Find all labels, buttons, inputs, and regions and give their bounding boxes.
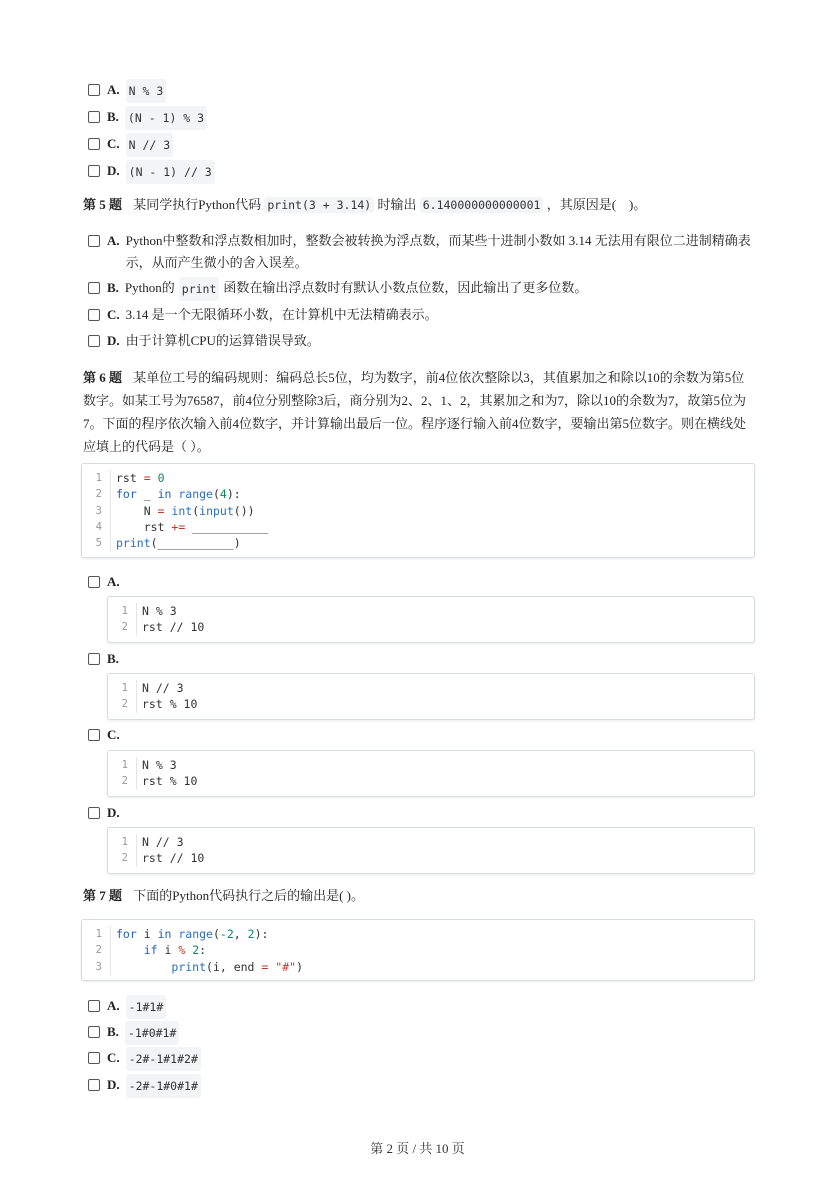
checkbox[interactable] xyxy=(88,1052,100,1064)
checkbox[interactable] xyxy=(88,84,100,96)
question-7-stem: 第 7 题 下面的Python代码执行之后的输出是( )。 xyxy=(83,888,365,903)
q6-option-d-code: 1 N // 3 2 rst // 10 xyxy=(107,827,755,874)
q6-option-c-code: 1 N % 3 2 rst % 10 xyxy=(107,750,755,797)
q5-option-b[interactable]: B. Python的 print 函数在输出浮点数时有默认小数点位数，因此输出了更多位数。 xyxy=(88,277,587,301)
q6-option-d[interactable]: D. xyxy=(88,802,126,824)
code-line: 3 print(i, end = "#") xyxy=(82,959,754,975)
q7-option-b[interactable]: B. -1#0#1# xyxy=(88,1021,179,1045)
q5-option-a[interactable]: A. Python中整数和浮点数相加时，整数会被转换为浮点数，而某些十进制小数如 3.14 无法用有限位二进制精确表示，从而产生微小的舍入误差。 xyxy=(88,230,766,274)
checkbox[interactable] xyxy=(88,1026,100,1038)
q5-option-d[interactable]: D. 由于计算机CPU的运算错误导致。 xyxy=(88,330,320,352)
option-b[interactable]: B. (N - 1) % 3 xyxy=(88,106,207,130)
code-line: 4 rst += ___________ xyxy=(82,519,754,535)
q6-option-a-code: 1 N % 3 2 rst // 10 xyxy=(107,596,755,643)
code-line: 2 if i % 2: xyxy=(82,942,754,958)
checkbox[interactable] xyxy=(88,576,100,588)
q6-option-a[interactable]: A. xyxy=(88,571,126,593)
checkbox[interactable] xyxy=(88,111,100,123)
q7-option-c[interactable]: C. -2#-1#1#2# xyxy=(88,1047,201,1071)
code-line: 1 rst = 0 xyxy=(82,470,754,486)
q6-option-b-code: 1 N // 3 2 rst % 10 xyxy=(107,673,755,720)
option-a[interactable]: A. N % 3 xyxy=(88,79,166,103)
checkbox[interactable] xyxy=(88,807,100,819)
checkbox[interactable] xyxy=(88,138,100,150)
option-d[interactable]: D. (N - 1) // 3 xyxy=(88,160,215,184)
checkbox[interactable] xyxy=(88,729,100,741)
code-line: 5 print(___________) xyxy=(82,535,754,551)
checkbox[interactable] xyxy=(88,653,100,665)
q7-option-d[interactable]: D. -2#-1#0#1# xyxy=(88,1074,201,1098)
q7-code-block xyxy=(81,919,755,981)
checkbox[interactable] xyxy=(88,165,100,177)
q6-option-b[interactable]: B. xyxy=(88,648,125,670)
q6-option-c[interactable]: C. xyxy=(88,724,126,746)
q5-option-c[interactable]: C. 3.14 是一个无限循环小数，在计算机中无法精确表示。 xyxy=(88,304,438,326)
q6-code-block xyxy=(81,463,755,558)
checkbox[interactable] xyxy=(88,335,100,347)
page-footer: 第 2 页 / 共 10 页 xyxy=(370,1141,465,1156)
question-6-stem: 第 6 题 某单位工号的编码规则：编码总长5位，均为数字，前4位依次整除以3，其值累加之和除以10的余数为第5位数字。如某工号为76587，前4位分别整除3后，商分别为2、2、1、2，其累加之和为7，除以10的余数为7，故第5位为7。下面的程序依次输入前4位数字，并计算输出最后一位。程序逐行输入前4位数字，要输出第5位数字。则在横线处应填上的代码是（ ）。 xyxy=(83,370,747,454)
code-line: 3 N = int(input()) xyxy=(82,503,754,519)
checkbox[interactable] xyxy=(88,309,100,321)
checkbox[interactable] xyxy=(88,282,100,294)
q7-option-a[interactable]: A. -1#1# xyxy=(88,995,166,1019)
checkbox[interactable] xyxy=(88,1079,100,1091)
question-5-stem: 第 5 题 某同学执行Python代码 print(3 + 3.14) 时输出 6.140000000000001 ，其原因是( )。 xyxy=(83,197,647,212)
checkbox[interactable] xyxy=(88,235,100,247)
checkbox[interactable] xyxy=(88,1000,100,1012)
code-line: 2 for _ in range(4): xyxy=(82,486,754,502)
option-c[interactable]: C. N // 3 xyxy=(88,133,173,157)
code-line: 1 for i in range(-2, 2): xyxy=(82,926,754,942)
